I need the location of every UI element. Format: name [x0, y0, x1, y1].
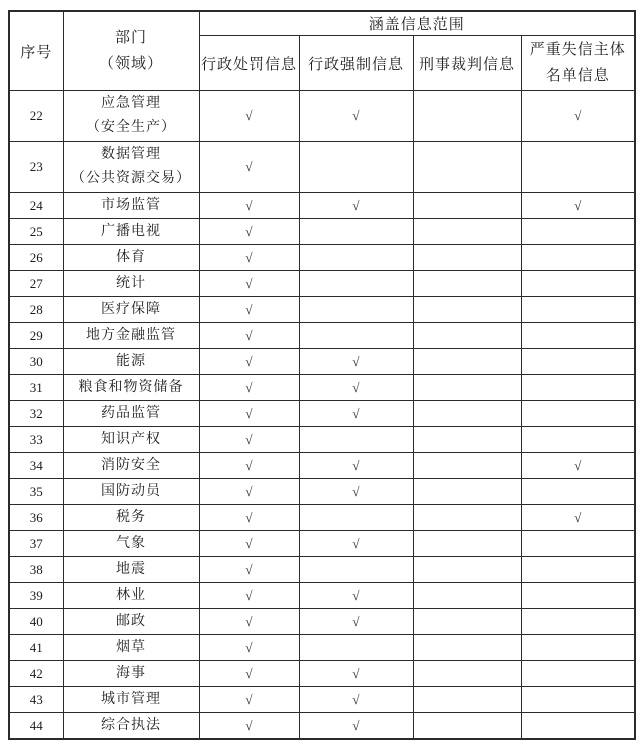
table-row — [9, 557, 635, 583]
department-cell — [63, 687, 199, 713]
row-index-cell: 33 — [9, 427, 63, 453]
empty-cell — [521, 323, 635, 349]
row-index-cell: 40 — [9, 609, 63, 635]
department-line: （安全生产） — [86, 120, 176, 135]
department-cell — [63, 609, 199, 635]
checkmark-cell: √ — [199, 583, 299, 609]
table-row — [9, 635, 635, 661]
header-coverage-group: 涵盖信息范围 — [199, 11, 635, 36]
row-index-cell: 42 — [9, 661, 63, 687]
row-index-cell: 28 — [9, 297, 63, 323]
checkmark-cell: √ — [199, 453, 299, 479]
department-cell — [63, 479, 199, 505]
table-header — [9, 11, 635, 91]
checkmark-cell: √ — [199, 609, 299, 635]
department-cell — [63, 505, 199, 531]
empty-cell — [413, 91, 521, 142]
row-index-cell: 22 — [9, 91, 63, 142]
row-index-cell: 23 — [9, 142, 63, 193]
checkmark-cell: √ — [199, 271, 299, 297]
checkmark-cell: √ — [299, 375, 413, 401]
empty-cell — [299, 271, 413, 297]
checkmark-cell: √ — [199, 479, 299, 505]
header-admin-enforcement: 行政强制信息 — [299, 36, 413, 91]
row-index-cell: 34 — [9, 453, 63, 479]
table-row — [9, 323, 635, 349]
empty-cell — [413, 505, 521, 531]
empty-cell — [413, 557, 521, 583]
row-index-cell: 36 — [9, 505, 63, 531]
info-coverage-table — [8, 10, 636, 740]
empty-cell — [521, 583, 635, 609]
department-cell — [63, 323, 199, 349]
checkmark-cell: √ — [199, 505, 299, 531]
table-row — [9, 297, 635, 323]
row-index-cell: 43 — [9, 687, 63, 713]
header-dishonest-list-line1: 严重失信主体 — [529, 42, 626, 58]
empty-cell — [413, 219, 521, 245]
department-line: 综合执法 — [101, 717, 161, 733]
checkmark-cell: √ — [299, 193, 413, 219]
empty-cell — [299, 142, 413, 193]
empty-cell — [521, 687, 635, 713]
checkmark-cell: √ — [299, 713, 413, 740]
checkmark-cell: √ — [299, 349, 413, 375]
table-row — [9, 375, 635, 401]
empty-cell — [299, 245, 413, 271]
empty-cell — [413, 687, 521, 713]
department-line: 药品监管 — [101, 405, 161, 421]
row-index-cell: 24 — [9, 193, 63, 219]
empty-cell — [521, 635, 635, 661]
row-index-cell: 41 — [9, 635, 63, 661]
empty-cell — [413, 479, 521, 505]
department-cell — [63, 401, 199, 427]
checkmark-cell: √ — [199, 635, 299, 661]
department-cell — [63, 349, 199, 375]
empty-cell — [413, 661, 521, 687]
row-index-cell: 27 — [9, 271, 63, 297]
checkmark-cell: √ — [521, 505, 635, 531]
table-row — [9, 401, 635, 427]
department-cell — [63, 583, 199, 609]
empty-cell — [413, 583, 521, 609]
empty-cell — [521, 271, 635, 297]
table-row — [9, 661, 635, 687]
table-body — [9, 91, 635, 740]
header-department — [63, 11, 199, 91]
checkmark-cell: √ — [199, 142, 299, 193]
table-row — [9, 245, 635, 271]
empty-cell — [521, 609, 635, 635]
empty-cell — [521, 713, 635, 740]
empty-cell — [413, 401, 521, 427]
table-row — [9, 479, 635, 505]
table-row — [9, 713, 635, 740]
checkmark-cell: √ — [199, 349, 299, 375]
empty-cell — [413, 297, 521, 323]
checkmark-cell: √ — [199, 375, 299, 401]
header-index: 序号 — [9, 11, 63, 91]
department-line: 粮食和物资储备 — [78, 379, 184, 395]
row-index-cell: 30 — [9, 349, 63, 375]
department-cell — [63, 142, 199, 193]
empty-cell — [521, 427, 635, 453]
department-line: 地方金融监管 — [86, 327, 176, 343]
header-dishonest-list-line2: 名单信息 — [545, 68, 610, 84]
department-line: 数据管理 — [101, 147, 161, 162]
checkmark-cell: √ — [199, 531, 299, 557]
row-index-cell: 38 — [9, 557, 63, 583]
empty-cell — [413, 245, 521, 271]
row-index-cell: 31 — [9, 375, 63, 401]
empty-cell — [413, 609, 521, 635]
checkmark-cell: √ — [299, 583, 413, 609]
department-line: 能源 — [116, 353, 146, 369]
empty-cell — [413, 635, 521, 661]
empty-cell — [521, 245, 635, 271]
empty-cell — [521, 375, 635, 401]
row-index-cell: 32 — [9, 401, 63, 427]
checkmark-cell: √ — [299, 91, 413, 142]
department-cell — [63, 271, 199, 297]
empty-cell — [413, 142, 521, 193]
department-line: 广播电视 — [101, 223, 161, 239]
empty-cell — [521, 297, 635, 323]
checkmark-cell: √ — [199, 219, 299, 245]
table-row — [9, 349, 635, 375]
empty-cell — [521, 401, 635, 427]
checkmark-cell: √ — [299, 401, 413, 427]
department-cell — [63, 557, 199, 583]
empty-cell — [299, 219, 413, 245]
empty-cell — [521, 557, 635, 583]
department-cell — [63, 713, 199, 740]
row-index-cell: 37 — [9, 531, 63, 557]
table-row — [9, 91, 635, 142]
department-cell — [63, 375, 199, 401]
checkmark-cell: √ — [521, 453, 635, 479]
empty-cell — [413, 193, 521, 219]
table-row — [9, 219, 635, 245]
department-line: 气象 — [116, 535, 146, 551]
checkmark-cell: √ — [199, 91, 299, 142]
department-cell — [63, 245, 199, 271]
empty-cell — [521, 531, 635, 557]
department-cell — [63, 453, 199, 479]
checkmark-cell: √ — [299, 531, 413, 557]
table-row — [9, 142, 635, 193]
department-line: 国防动员 — [101, 483, 161, 499]
row-index-cell: 39 — [9, 583, 63, 609]
empty-cell — [299, 323, 413, 349]
department-cell — [63, 635, 199, 661]
department-cell — [63, 193, 199, 219]
table-row — [9, 609, 635, 635]
empty-cell — [413, 531, 521, 557]
department-cell — [63, 661, 199, 687]
header-admin-penalty: 行政处罚信息 — [199, 36, 299, 91]
row-index-cell: 29 — [9, 323, 63, 349]
department-line: 烟草 — [116, 639, 146, 655]
department-line: 医疗保障 — [101, 301, 161, 317]
empty-cell — [299, 297, 413, 323]
department-cell — [63, 427, 199, 453]
table-row — [9, 193, 635, 219]
empty-cell — [299, 635, 413, 661]
department-cell — [63, 219, 199, 245]
checkmark-cell: √ — [199, 193, 299, 219]
department-line: 林业 — [116, 587, 146, 603]
department-cell — [63, 297, 199, 323]
checkmark-cell: √ — [199, 401, 299, 427]
checkmark-cell: √ — [199, 323, 299, 349]
header-department-line2: （领域） — [98, 56, 163, 72]
row-index-cell: 35 — [9, 479, 63, 505]
checkmark-cell: √ — [299, 661, 413, 687]
empty-cell — [299, 505, 413, 531]
checkmark-cell: √ — [299, 479, 413, 505]
checkmark-cell: √ — [299, 453, 413, 479]
department-line: 邮政 — [116, 613, 146, 629]
row-index-cell: 26 — [9, 245, 63, 271]
checkmark-cell: √ — [521, 91, 635, 142]
department-line: （公共资源交易） — [71, 171, 191, 186]
checkmark-cell: √ — [199, 427, 299, 453]
checkmark-cell: √ — [199, 245, 299, 271]
empty-cell — [413, 375, 521, 401]
department-line: 地震 — [116, 561, 146, 577]
header-department-line1: 部门 — [114, 30, 147, 46]
table-row — [9, 531, 635, 557]
empty-cell — [299, 557, 413, 583]
checkmark-cell: √ — [521, 193, 635, 219]
empty-cell — [413, 323, 521, 349]
empty-cell — [521, 219, 635, 245]
empty-cell — [299, 427, 413, 453]
empty-cell — [521, 349, 635, 375]
checkmark-cell: √ — [199, 661, 299, 687]
empty-cell — [413, 271, 521, 297]
department-line: 应急管理 — [101, 96, 161, 111]
table-row — [9, 427, 635, 453]
table-row — [9, 687, 635, 713]
department-line: 消防安全 — [101, 457, 161, 473]
empty-cell — [521, 661, 635, 687]
table-row — [9, 583, 635, 609]
table-row — [9, 271, 635, 297]
checkmark-cell: √ — [299, 687, 413, 713]
department-line: 城市管理 — [101, 691, 161, 707]
checkmark-cell: √ — [199, 687, 299, 713]
empty-cell — [413, 349, 521, 375]
checkmark-cell: √ — [299, 609, 413, 635]
department-line: 知识产权 — [101, 431, 161, 447]
row-index-cell: 44 — [9, 713, 63, 740]
department-line: 税务 — [116, 509, 146, 525]
table-row — [9, 453, 635, 479]
row-index-cell: 25 — [9, 219, 63, 245]
department-line: 市场监管 — [101, 197, 161, 213]
empty-cell — [413, 713, 521, 740]
department-line: 海事 — [116, 665, 146, 681]
table-row — [9, 505, 635, 531]
header-row-group — [9, 11, 635, 36]
header-criminal-judgment: 刑事裁判信息 — [413, 36, 521, 91]
checkmark-cell: √ — [199, 557, 299, 583]
checkmark-cell: √ — [199, 297, 299, 323]
department-cell — [63, 531, 199, 557]
empty-cell — [521, 142, 635, 193]
department-line: 统计 — [116, 275, 146, 291]
checkmark-cell: √ — [199, 713, 299, 740]
empty-cell — [521, 479, 635, 505]
header-dishonest-list — [521, 36, 635, 91]
empty-cell — [413, 453, 521, 479]
department-cell — [63, 91, 199, 142]
department-line: 体育 — [116, 249, 146, 265]
empty-cell — [413, 427, 521, 453]
